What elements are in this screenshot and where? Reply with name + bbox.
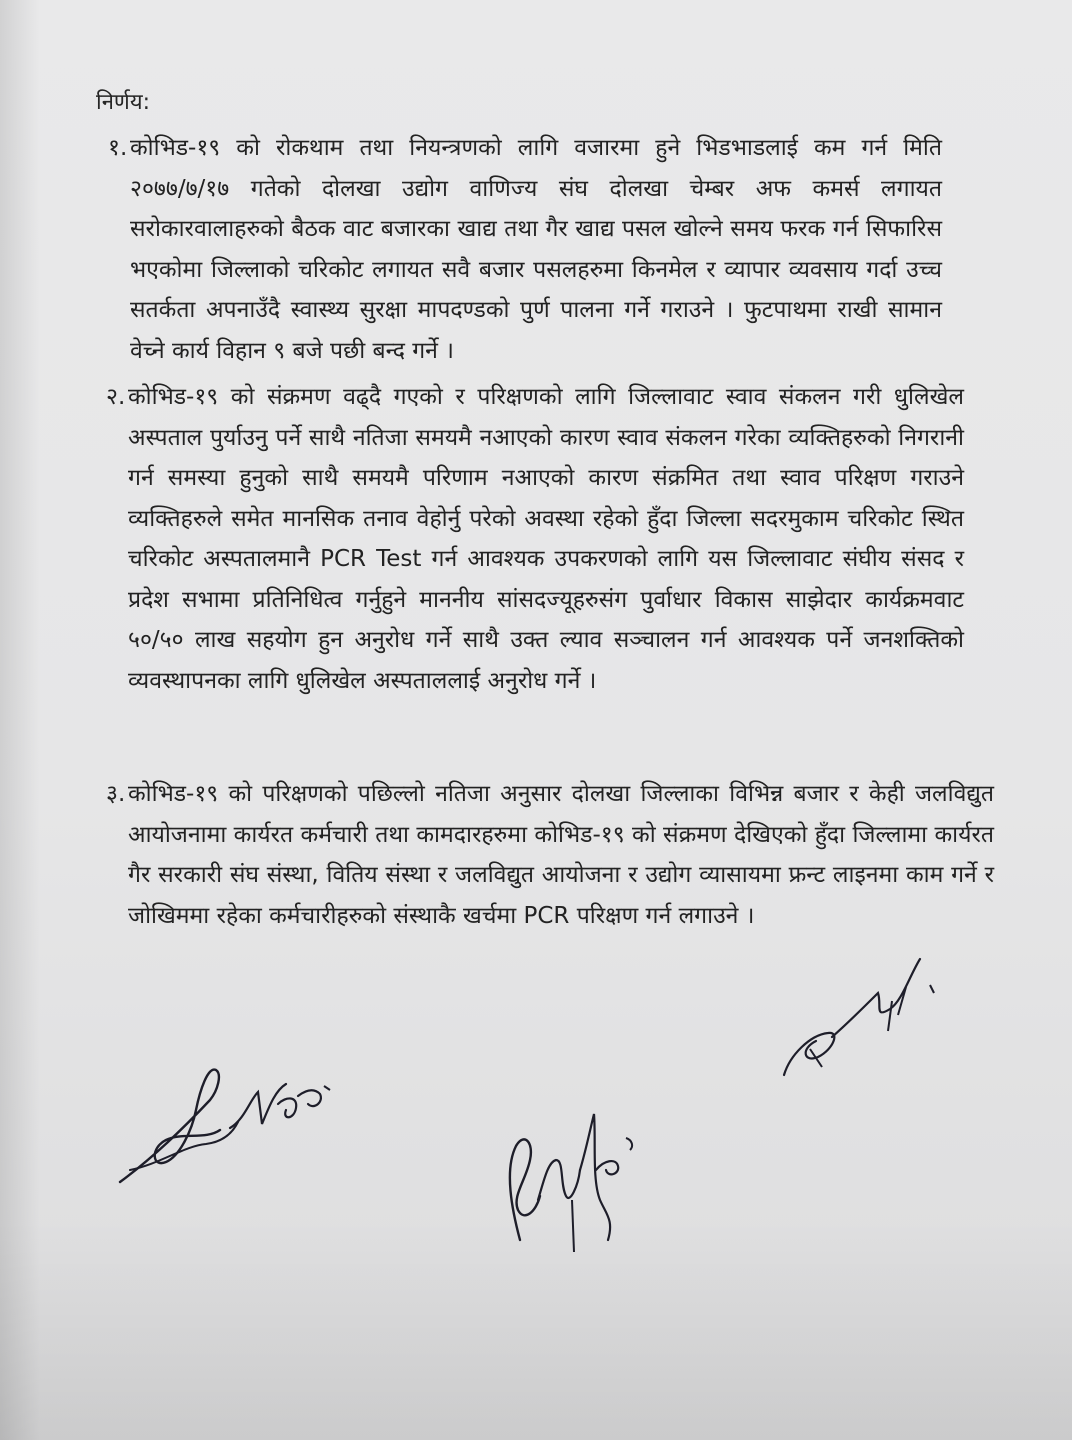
signature-center-icon (490, 1100, 650, 1260)
signature-right-icon (770, 945, 950, 1085)
decision-paragraph-2 (106, 377, 964, 701)
paragraph-text: कोभिड-१९ को संक्रमण वढ्दै गएको र परिक्षणको लागि जिल्लावाट स्वाव संकलन गरी धुलिखेल अस्पताल पुर्याउनु पर्ने साथै नतिजा समयमै नआएको कारण स्वाव संकलन गरेका व्यक्तिहरुको निगरानी गर्न समस्या हुनुको साथै समयमै परिणाम नआएको कारण संक्रमित तथा स्वाव परिक्षण गराउने व्यक्तिहरुले समेत मानसिक तनाव वेहोर्नु परेको अवस्था रहेको हुँदा जिल्ला सदरमुकाम चरिकोट स्थित चरिकोट अस्पतालमानै PCR Test गर्न आवश्यक उपकरणको लागि यस जिल्लावाट संघीय संसद र प्रदेश सभामा प्रतिनिधित्व गर्नुहुने माननीय सांसदज्यूहरुसंग पुर्वाधार विकास साझेदार कार्यक्रमवाट ५०/५० लाख सहयोग हुन अनुरोध गर्ने साथै उक्त ल्याव सञ्चालन गर्न आवश्यक पर्ने जनशक्तिको व्यवस्थापनका लागि धुलिखेल अस्पताललाई अनुरोध गर्ने । (128, 384, 964, 694)
paragraph-text: कोभिड-१९ को परिक्षणको पछिल्लो नतिजा अनुसार दोलखा जिल्लाका विभिन्न बजार र केही जलविद्युत आयोजनामा कार्यरत कर्मचारी तथा कामदारहरुमा कोभिड-१९ को संक्रमण देखिएको हुँदा जिल्लामा कार्यरत गैर सरकारी संघ संस्था, वितिय संस्था र जलविद्युत आयोजना र उद्योग व्यासायमा फ्रन्ट लाइनमा काम गर्ने र जोखिममा रहेका कर्मचारीहरुको संस्थाकै खर्चमा PCR परिक्षण गर्न लगाउने । (128, 781, 994, 929)
paragraph-number: १. (108, 135, 128, 161)
paragraph-number: २. (106, 384, 126, 410)
decision-paragraph-1 (108, 128, 942, 371)
signature-left-icon (110, 1060, 350, 1190)
paragraph-text: कोभिड-१९ को रोकथाम तथा नियन्त्रणको लागि वजारमा हुने भिडभाडलाई कम गर्न मिति २०७७/७/१७ गतेको दोलखा उद्योग वाणिज्य संघ दोलखा चेम्बर अफ कमर्स लगायत सरोकारवालाहरुको बैठक वाट बजारका खाद्य तथा गैर खाद्य पसल खोल्ने समय फरक गर्न सिफारिस भएकोमा जिल्लाको चरिकोट लगायत सवै बजार पसलहरुमा किनमेल र व्यापार व्यवसाय गर्दा उच्च सतर्कता अपनाउँदै स्वास्थ्य सुरक्षा मापदण्डको पुर्ण पालना गर्ने गराउने । फुटपाथमा राखी सामान वेच्ने कार्य विहान ९ बजे पछी बन्द गर्ने । (130, 135, 942, 364)
paragraph-number: ३. (106, 781, 126, 807)
decision-heading: निर्णय: (96, 90, 150, 115)
decision-paragraph-3 (106, 774, 994, 936)
